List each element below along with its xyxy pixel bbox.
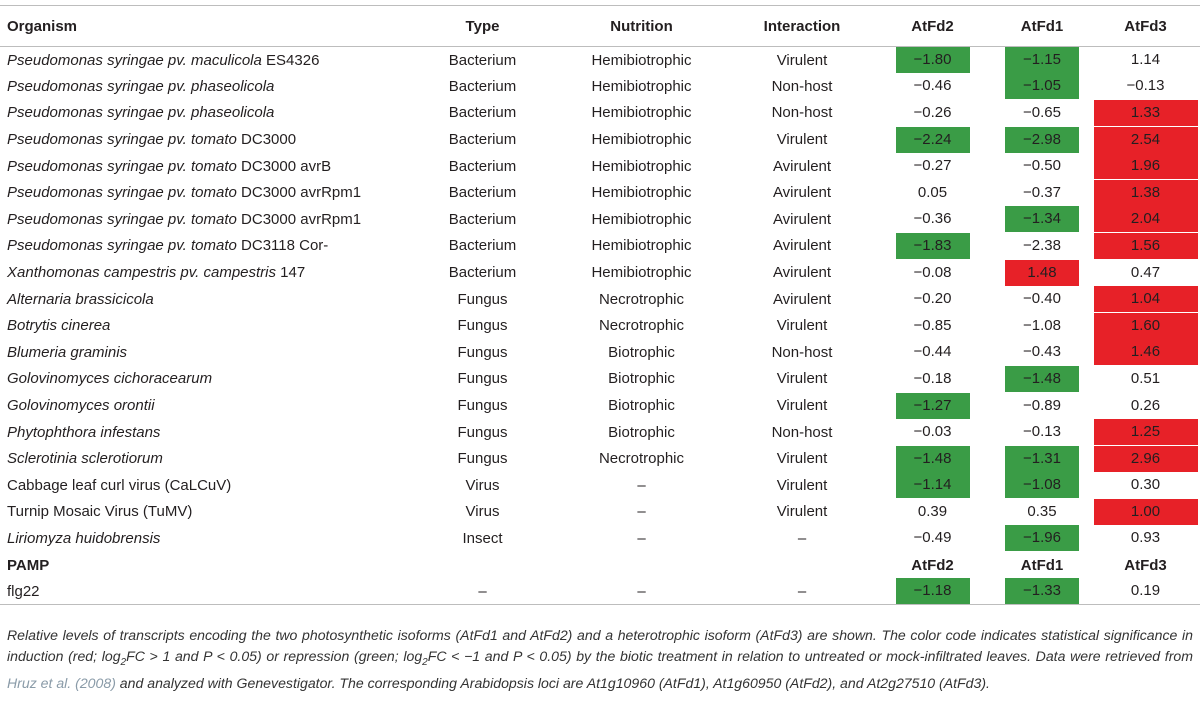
atfd2-cell <box>872 126 993 153</box>
header-type: Type <box>414 6 551 47</box>
table-container <box>0 5 1200 605</box>
atfd1-value: −2.38 <box>1023 236 1061 254</box>
atfd1-cell <box>993 392 1091 419</box>
interaction-cell: Virulent <box>776 503 828 521</box>
pamp-header-row <box>0 552 1200 579</box>
caption-text-4: and analyzed with Genevestigator. The corresponding Arabidopsis loci are At1g10960 (AtFd1), At1g60950 (AtFd2), and At2g27510 (AtFd3). <box>115 674 990 691</box>
pamp-organism: flg22 <box>0 578 414 605</box>
pamp-atfd3-cell <box>1091 578 1200 605</box>
table-row <box>0 312 1200 339</box>
atfd3-value: 1.14 <box>1130 51 1161 69</box>
interaction-cell: Virulent <box>776 476 828 494</box>
atfd3-cell <box>1091 73 1200 100</box>
nutrition-cell: – <box>637 476 646 494</box>
organism-cell <box>0 499 414 526</box>
organism-name-italic: Xanthomonas campestris pv. campestris <box>7 264 276 282</box>
organism-cell <box>0 312 414 339</box>
table-cell <box>414 552 551 579</box>
atfd3-cell <box>1091 179 1200 206</box>
atfd3-value: 0.93 <box>1130 529 1161 547</box>
table-row <box>0 419 1200 446</box>
atfd1-value: −1.34 <box>1005 206 1079 232</box>
nutrition-cell: Necrotrophic <box>598 317 685 335</box>
interaction-cell: Non-host <box>771 423 833 441</box>
atfd2-cell <box>872 525 993 552</box>
atfd3-cell <box>1091 47 1200 74</box>
interaction-cell: Virulent <box>776 51 828 69</box>
table-row <box>0 366 1200 393</box>
atfd1-value: −1.96 <box>1005 525 1079 551</box>
table-cell <box>551 552 732 579</box>
interaction-cell: Non-host <box>771 343 833 361</box>
reference-link[interactable]: Hruz et al. (2008) <box>7 674 116 691</box>
organism-cell <box>0 445 414 472</box>
atfd2-value: −0.08 <box>913 263 952 281</box>
organism-cell <box>0 126 414 153</box>
atfd3-value: −0.13 <box>1126 77 1165 95</box>
organism-strain: 147 <box>276 264 306 282</box>
organism-name-italic: Pseudomonas syringae pv. tomato <box>7 131 237 149</box>
atfd2-value: −1.80 <box>896 47 970 73</box>
organism-name-italic: Pseudomonas syringae pv. tomato <box>7 210 237 228</box>
table-row <box>0 73 1200 100</box>
atfd1-value: −0.43 <box>1023 343 1061 361</box>
caption-subscript-1: 2 <box>120 656 127 668</box>
organism-name-italic: Golovinomyces orontii <box>7 397 155 415</box>
interaction-cell: Avirulent <box>772 184 832 202</box>
atfd2-value: −1.27 <box>896 393 970 419</box>
atfd2-value: −2.24 <box>896 127 970 153</box>
interaction-cell: Avirulent <box>772 290 832 308</box>
atfd3-cell <box>1091 445 1200 472</box>
atfd3-value: 0.26 <box>1130 396 1161 414</box>
atfd1-cell <box>993 233 1091 260</box>
atfd3-value: 0.30 <box>1130 476 1161 494</box>
atfd1-cell <box>993 153 1091 180</box>
organism-name-italic: Pseudomonas syringae pv. tomato <box>7 184 237 202</box>
atfd3-cell <box>1091 233 1200 260</box>
type-cell: Fungus <box>457 423 508 441</box>
atfd2-value: −0.26 <box>913 103 952 121</box>
header-nutrition: Nutrition <box>551 6 732 47</box>
organism-cell <box>0 206 414 233</box>
interaction-cell: Virulent <box>776 370 828 388</box>
table-cell <box>732 552 872 579</box>
organism-strain: DC3000 avrB <box>236 157 332 175</box>
pamp-type: – <box>414 578 551 605</box>
organism-name-italic: Botrytis cinerea <box>7 317 111 335</box>
type-cell: Insect <box>462 529 503 547</box>
nutrition-cell: Hemibiotrophic <box>591 210 692 228</box>
pamp-atfd1-value: −1.33 <box>1005 578 1079 604</box>
atfd1-cell <box>993 366 1091 393</box>
organism-cell <box>0 73 414 100</box>
atfd3-value: 1.56 <box>1094 233 1198 259</box>
atfd2-value: −0.49 <box>913 529 952 547</box>
pamp-interaction: – <box>732 578 872 605</box>
atfd3-cell <box>1091 525 1200 552</box>
atfd2-value: −0.85 <box>913 316 952 334</box>
nutrition-cell: Hemibiotrophic <box>591 184 692 202</box>
atfd2-cell <box>872 179 993 206</box>
atfd2-cell <box>872 499 993 526</box>
table-row <box>0 525 1200 552</box>
table-row <box>0 286 1200 313</box>
table-row <box>0 153 1200 180</box>
interaction-cell: Virulent <box>776 131 828 149</box>
type-cell: Fungus <box>457 397 508 415</box>
atfd1-cell <box>993 339 1091 366</box>
type-cell: Fungus <box>457 370 508 388</box>
organism-name-italic: Liriomyza huidobrensis <box>7 529 161 547</box>
nutrition-cell: – <box>637 529 646 547</box>
atfd2-value: −0.20 <box>913 290 952 308</box>
header-interaction: Interaction <box>732 6 872 47</box>
interaction-cell: Virulent <box>776 450 828 468</box>
atfd3-value: 1.04 <box>1094 286 1198 312</box>
nutrition-cell: Hemibiotrophic <box>591 131 692 149</box>
organism-name-italic: Phytophthora infestans <box>7 423 161 441</box>
atfd1-cell <box>993 100 1091 127</box>
organism-cell <box>0 153 414 180</box>
organism-name-italic: Golovinomyces cichoracearum <box>7 370 213 388</box>
atfd3-cell <box>1091 366 1200 393</box>
atfd1-value: −1.05 <box>1005 73 1079 99</box>
atfd2-value: −0.18 <box>913 369 952 387</box>
atfd3-cell <box>1091 339 1200 366</box>
nutrition-cell: Hemibiotrophic <box>591 264 692 282</box>
type-cell: Fungus <box>457 450 508 468</box>
pamp-nutrition: – <box>551 578 732 605</box>
atfd2-value: −1.48 <box>896 446 970 472</box>
atfd3-value: 0.51 <box>1130 369 1161 387</box>
organism-name-italic: Sclerotinia sclerotiorum <box>7 450 163 468</box>
table-body <box>0 47 1200 605</box>
atfd3-value: 1.33 <box>1094 100 1198 126</box>
atfd2-value: −0.36 <box>913 210 952 228</box>
atfd2-cell <box>872 419 993 446</box>
atfd1-cell <box>993 179 1091 206</box>
type-cell: Fungus <box>457 343 508 361</box>
atfd2-cell <box>872 259 993 286</box>
atfd2-cell <box>872 153 993 180</box>
atfd2-cell <box>872 47 993 74</box>
pamp-atfd3-value: 0.19 <box>1130 582 1161 600</box>
organism-cell <box>0 286 414 313</box>
atfd3-cell <box>1091 472 1200 499</box>
organism-name-italic: Pseudomonas syringae pv. tomato <box>7 237 237 255</box>
nutrition-cell: Biotrophic <box>608 397 675 415</box>
atfd1-value: −0.50 <box>1023 157 1061 175</box>
atfd2-cell <box>872 100 993 127</box>
nutrition-cell: Biotrophic <box>608 423 675 441</box>
atfd3-cell <box>1091 100 1200 127</box>
header-atfd3: AtFd3 <box>1091 6 1200 47</box>
atfd2-cell <box>872 366 993 393</box>
type-cell: Bacterium <box>448 184 517 202</box>
interaction-cell: – <box>797 529 807 547</box>
atfd1-cell <box>993 126 1091 153</box>
atfd3-value: 1.25 <box>1094 419 1198 445</box>
atfd1-cell <box>993 419 1091 446</box>
nutrition-cell: Necrotrophic <box>598 290 685 308</box>
atfd2-cell <box>872 206 993 233</box>
organism-strain: Turnip Mosaic Virus (TuMV) <box>7 503 193 521</box>
atfd3-cell <box>1091 206 1200 233</box>
atfd2-cell <box>872 392 993 419</box>
interaction-cell: Virulent <box>776 397 828 415</box>
atfd3-value: 1.46 <box>1094 339 1198 365</box>
atfd1-value: 0.35 <box>1027 502 1057 520</box>
organism-cell <box>0 339 414 366</box>
nutrition-cell: Hemibiotrophic <box>591 157 692 175</box>
header-row <box>0 6 1200 47</box>
nutrition-cell: Hemibiotrophic <box>591 51 692 69</box>
atfd2-cell <box>872 445 993 472</box>
pamp-row <box>0 578 1200 605</box>
table-row <box>0 233 1200 260</box>
atfd1-value: −2.98 <box>1005 127 1079 153</box>
organism-cell <box>0 472 414 499</box>
atfd1-cell <box>993 525 1091 552</box>
atfd3-cell <box>1091 153 1200 180</box>
atfd2-value: −1.14 <box>896 472 970 498</box>
organism-name-italic: Blumeria graminis <box>7 343 128 361</box>
type-cell: Bacterium <box>448 51 517 69</box>
interaction-cell: Avirulent <box>772 210 832 228</box>
organism-name-italic: Pseudomonas syringae pv. maculicola <box>7 51 262 69</box>
atfd3-value: 1.60 <box>1094 313 1198 339</box>
table-row <box>0 339 1200 366</box>
organism-cell <box>0 392 414 419</box>
atfd3-value: 2.96 <box>1094 446 1198 472</box>
nutrition-cell: Necrotrophic <box>598 450 685 468</box>
table-row <box>0 179 1200 206</box>
organism-strain: Cabbage leaf curl virus (CaLCuV) <box>7 476 232 494</box>
atfd3-cell <box>1091 259 1200 286</box>
type-cell: Bacterium <box>448 157 517 175</box>
expression-table <box>0 5 1200 605</box>
atfd1-value: −0.65 <box>1023 103 1061 121</box>
type-cell: Bacterium <box>448 131 517 149</box>
interaction-cell: Non-host <box>771 77 833 95</box>
organism-name-italic: Alternaria brassicicola <box>7 290 154 308</box>
atfd1-cell <box>993 312 1091 339</box>
organism-name-italic: Pseudomonas syringae pv. tomato <box>7 157 237 175</box>
table-row <box>0 445 1200 472</box>
table-row <box>0 206 1200 233</box>
atfd2-value: −0.27 <box>913 157 952 175</box>
organism-name-italic: Pseudomonas syringae pv. phaseolicola <box>7 77 275 95</box>
header-atfd2: AtFd2 <box>872 6 993 47</box>
atfd1-value: −1.15 <box>1005 47 1079 73</box>
atfd2-cell <box>872 233 993 260</box>
atfd3-value: 2.04 <box>1094 206 1198 232</box>
organism-strain: ES4326 <box>261 51 320 69</box>
atfd1-cell <box>993 206 1091 233</box>
atfd1-cell <box>993 499 1091 526</box>
atfd3-cell <box>1091 312 1200 339</box>
atfd2-cell <box>872 339 993 366</box>
caption-subscript-2: 2 <box>422 656 428 668</box>
organism-cell <box>0 47 414 74</box>
type-cell: Fungus <box>457 290 508 308</box>
header-organism: Organism <box>0 6 414 47</box>
atfd1-value: −0.13 <box>1023 423 1061 441</box>
type-cell: Virus <box>465 503 500 521</box>
atfd1-value: −0.40 <box>1023 290 1061 308</box>
atfd1-value: −0.37 <box>1023 183 1061 201</box>
atfd3-cell <box>1091 126 1200 153</box>
type-cell: Bacterium <box>448 210 517 228</box>
table-row <box>0 259 1200 286</box>
organism-strain: DC3118 Cor- <box>236 237 329 255</box>
caption-text-1: Relative levels of transcripts encoding the two photosynthetic isoforms (AtFd1 and AtFd2) and a heterotrophic isoform (AtFd3) are shown. The color code indicates statistical significance in induction (red; log <box>7 627 1193 664</box>
atfd1-cell <box>993 472 1091 499</box>
table-row <box>0 126 1200 153</box>
atfd2-value: −0.46 <box>913 77 952 95</box>
nutrition-cell: Hemibiotrophic <box>591 104 692 122</box>
organism-cell <box>0 179 414 206</box>
atfd2-cell <box>872 472 993 499</box>
atfd2-value: −1.83 <box>896 233 970 259</box>
organism-strain: DC3000 <box>236 131 297 149</box>
atfd1-cell <box>993 73 1091 100</box>
organism-cell <box>0 366 414 393</box>
atfd2-cell <box>872 73 993 100</box>
atfd3-value: 1.96 <box>1094 153 1198 179</box>
atfd2-value: 0.05 <box>917 183 948 201</box>
atfd1-value: −1.31 <box>1005 446 1079 472</box>
atfd1-cell <box>993 259 1091 286</box>
table-row <box>0 47 1200 74</box>
atfd1-value: −1.48 <box>1005 366 1079 392</box>
pamp-atfd2-value: −1.18 <box>896 578 970 604</box>
atfd2-value: −0.03 <box>913 423 952 441</box>
pamp-header-atfd1: AtFd1 <box>1020 556 1064 574</box>
atfd1-cell <box>993 47 1091 74</box>
atfd3-value: 1.38 <box>1094 180 1198 206</box>
type-cell: Fungus <box>457 317 508 335</box>
caption-text-3: FC < −1 and P < 0.05) by the biotic treatment in relation to untreated or mock-infiltrated leaves. Data were retrieved from <box>427 648 1193 664</box>
atfd3-cell <box>1091 499 1200 526</box>
atfd2-cell <box>872 312 993 339</box>
organism-strain: DC3000 avrRpm1 <box>236 184 362 202</box>
type-cell: Bacterium <box>448 77 517 95</box>
type-cell: Bacterium <box>448 104 517 122</box>
organism-strain: DC3000 avrRpm1 <box>236 210 362 228</box>
atfd3-cell <box>1091 286 1200 313</box>
nutrition-cell: – <box>637 503 646 521</box>
pamp-header-atfd2: AtFd2 <box>911 556 954 574</box>
atfd1-value: −1.08 <box>1023 316 1061 334</box>
atfd2-value: 0.39 <box>917 502 948 520</box>
atfd3-value: 2.54 <box>1094 127 1198 153</box>
pamp-header-atfd3: AtFd3 <box>1124 556 1167 574</box>
caption-text-2: FC > 1 and P < 0.05) or repression (green; log <box>126 648 423 664</box>
atfd2-cell <box>872 286 993 313</box>
table-row <box>0 499 1200 526</box>
type-cell: Bacterium <box>448 237 517 255</box>
atfd1-value: −1.08 <box>1005 472 1079 498</box>
nutrition-cell: Biotrophic <box>608 343 675 361</box>
atfd3-cell <box>1091 392 1200 419</box>
pamp-label: PAMP <box>7 556 50 574</box>
header-atfd1: AtFd1 <box>993 6 1091 47</box>
atfd3-value: 0.47 <box>1130 263 1161 281</box>
pamp-atfd1-cell <box>993 578 1091 605</box>
atfd3-cell <box>1091 419 1200 446</box>
atfd2-value: −0.44 <box>913 343 952 361</box>
table-caption <box>7 625 1193 694</box>
pamp-atfd2-cell <box>872 578 993 605</box>
organism-cell <box>0 233 414 260</box>
atfd1-value: −0.89 <box>1023 396 1061 414</box>
type-cell: Bacterium <box>448 264 517 282</box>
interaction-cell: Non-host <box>771 104 833 122</box>
organism-cell <box>0 100 414 127</box>
interaction-cell: Avirulent <box>772 264 832 282</box>
organism-cell <box>0 525 414 552</box>
table-row <box>0 100 1200 127</box>
nutrition-cell: Hemibiotrophic <box>591 237 692 255</box>
organism-name-italic: Pseudomonas syringae pv. phaseolicola <box>7 104 275 122</box>
type-cell: Virus <box>465 476 500 494</box>
interaction-cell: Avirulent <box>772 237 832 255</box>
table-row <box>0 472 1200 499</box>
nutrition-cell: Hemibiotrophic <box>591 77 692 95</box>
table-row <box>0 392 1200 419</box>
interaction-cell: Virulent <box>776 317 828 335</box>
nutrition-cell: Biotrophic <box>608 370 675 388</box>
atfd1-value: 1.48 <box>1005 260 1079 286</box>
organism-cell <box>0 259 414 286</box>
interaction-cell: Avirulent <box>772 157 832 175</box>
atfd1-cell <box>993 445 1091 472</box>
atfd3-value: 1.00 <box>1094 499 1198 525</box>
organism-cell <box>0 419 414 446</box>
atfd1-cell <box>993 286 1091 313</box>
